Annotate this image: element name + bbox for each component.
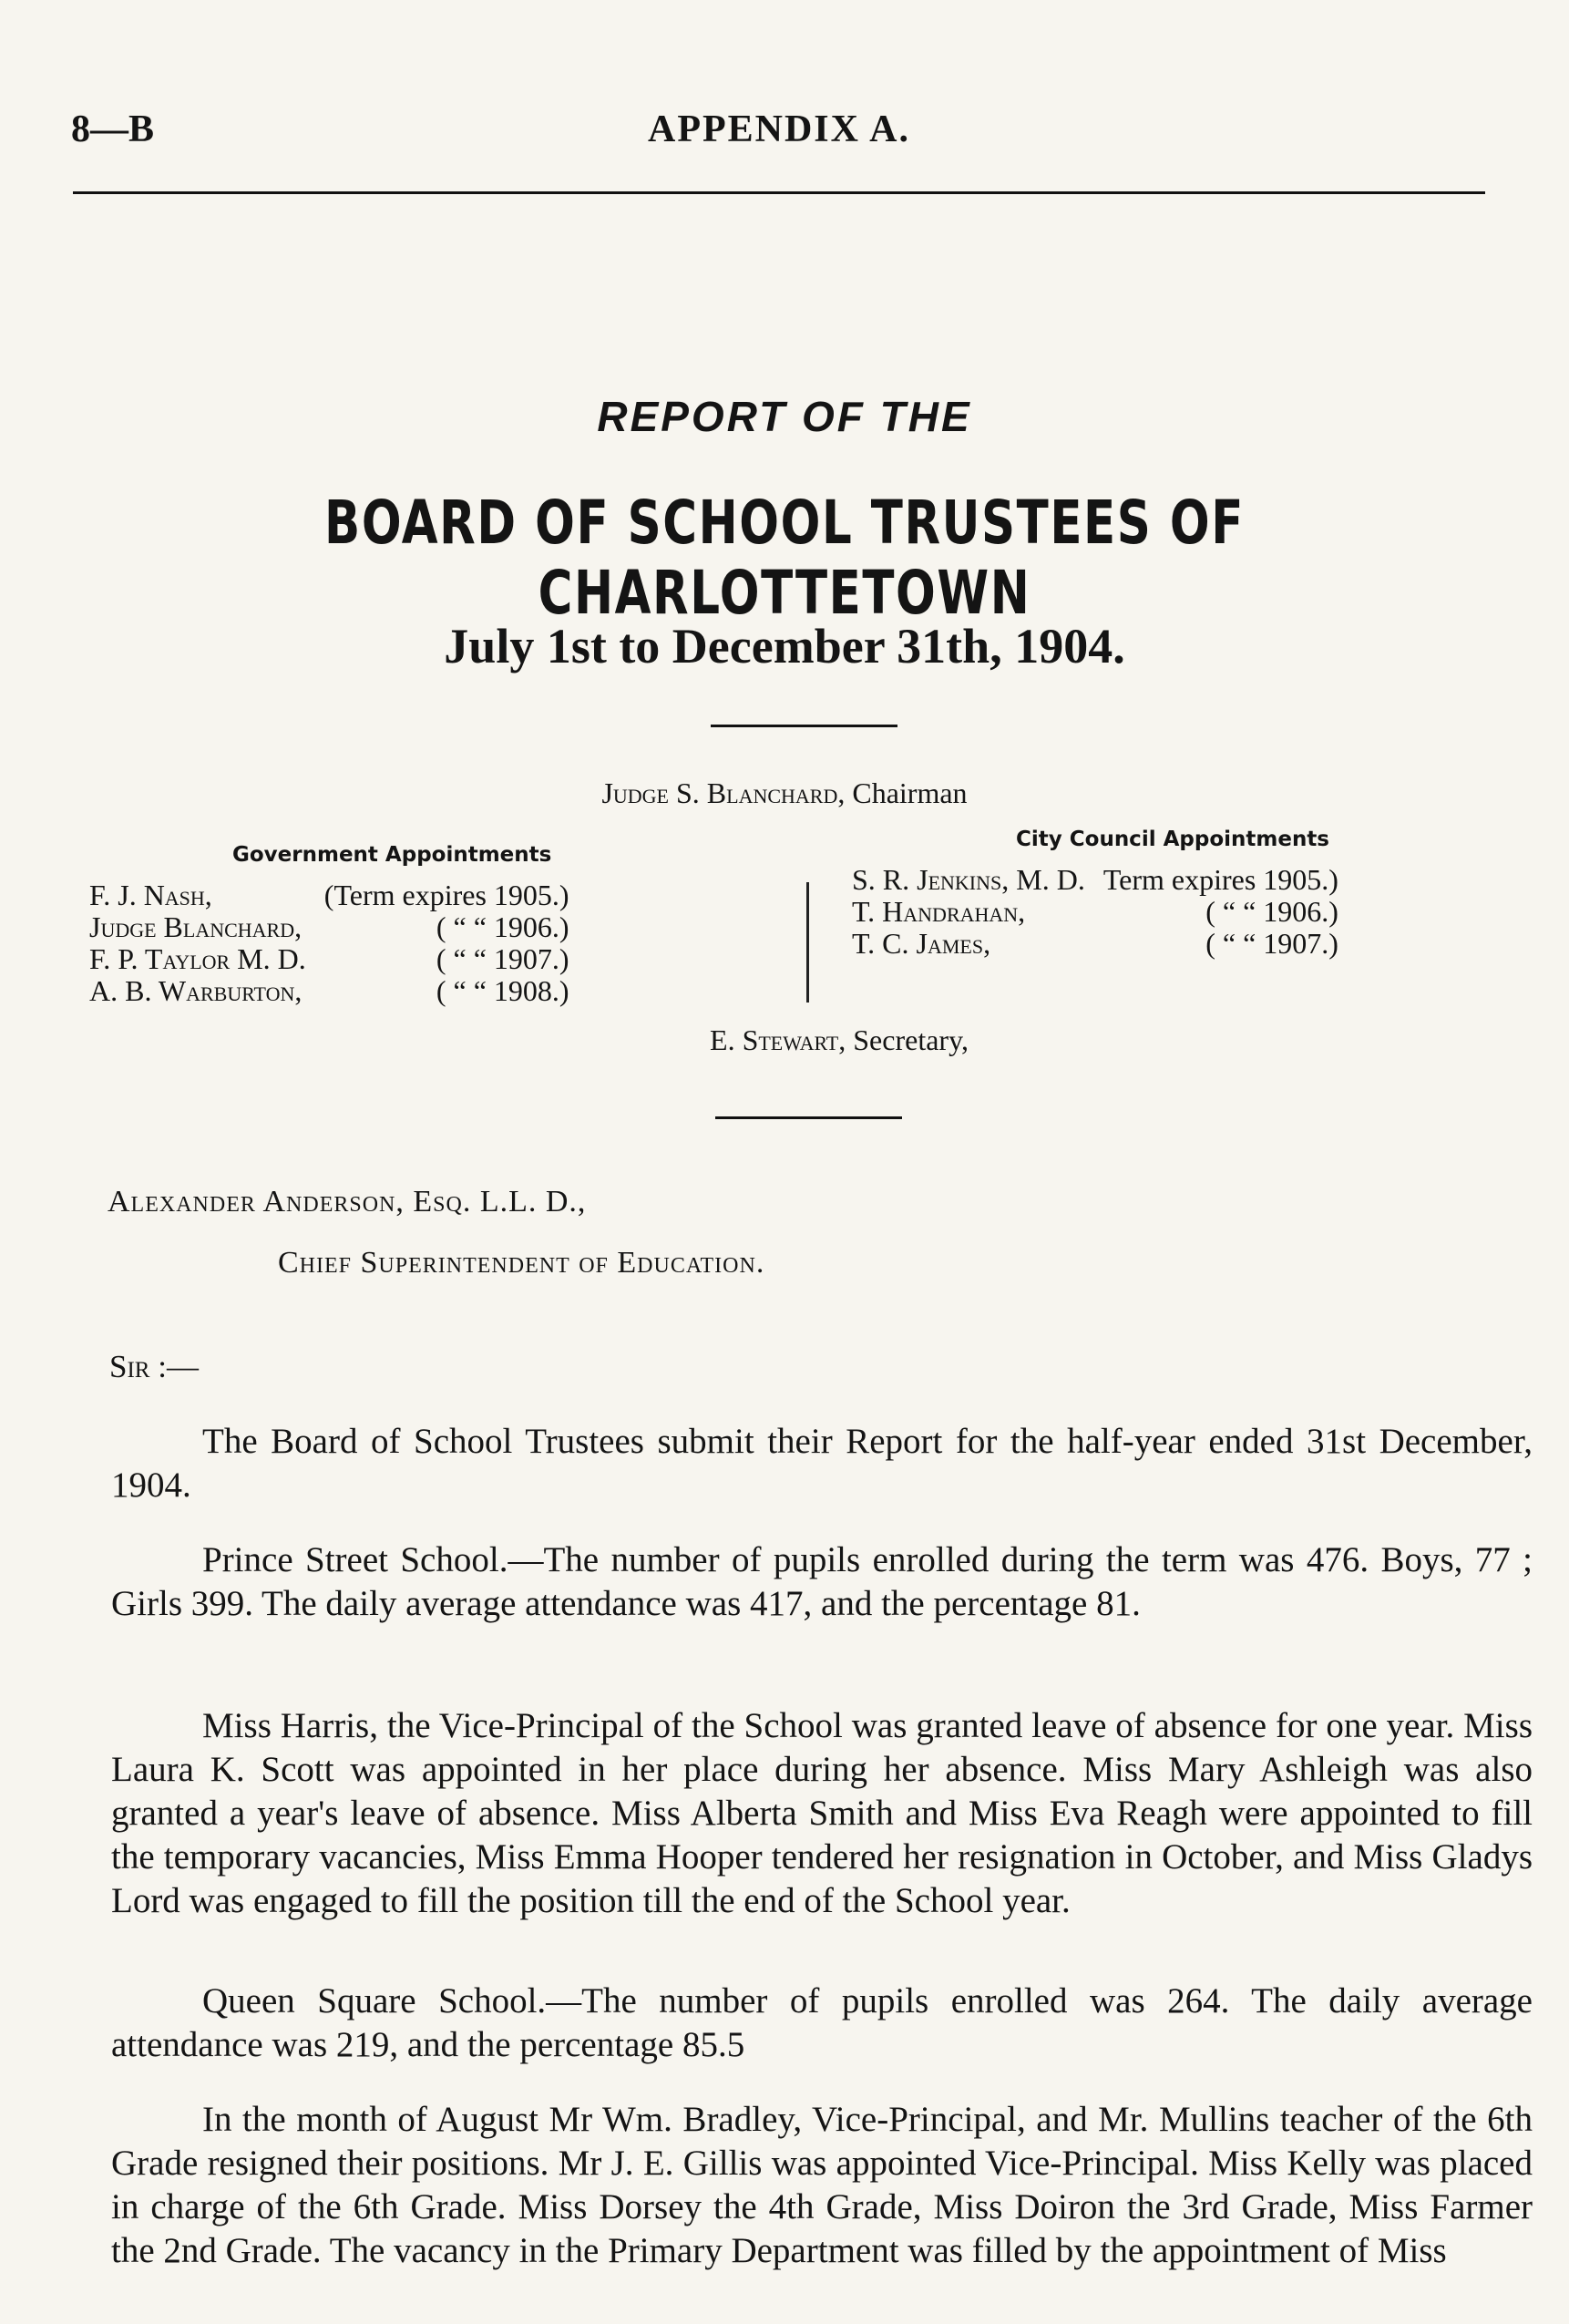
table-row: [852, 864, 1338, 896]
appointee-term: ( “ “ 1906.): [436, 910, 569, 943]
paragraph-prince-street: Prince Street School.—The number of pupils enrolled during the term was 476. Boys, 77 ; Girls 399. The daily average attendance was 417, and the percentage 81.: [111, 1540, 1533, 1623]
appointee-name: F. J. Nash,: [89, 879, 212, 911]
appointee-name: T. C. James,: [852, 927, 991, 960]
page-number: 8—B: [71, 108, 155, 150]
table-row: [89, 911, 569, 943]
appointee-term: ( “ “ 1907.): [436, 942, 569, 975]
table-row: [852, 928, 1338, 960]
chairman-line: [0, 776, 1569, 810]
government-appointments-heading: Government Appointments: [232, 843, 552, 867]
addressee-title: Chief Superintendent of Education.: [278, 1246, 765, 1280]
table-row: [89, 943, 569, 975]
report-date-range: July 1st to December 31th, 1904.: [444, 619, 1125, 674]
city-appointments-heading: City Council Appointments: [1016, 828, 1330, 851]
paragraph-prince-street-staff: Miss Harris, the Vice-Principal of the School was granted leave of absence for one year. Miss Laura K. Scott was appointed in her place during her absence. Miss Mary Ashleigh was also granted a year's leave of absence. Miss Alberta Smith and Miss Eva Reagh were appointed to fill the temporary vacancies, Miss Emma Hooper tendered her resignation in October, and Miss Gladys Lord was engaged to fill the position till the end of the School year.: [111, 1706, 1533, 1920]
report-title: BOARD OF SCHOOL TRUSTEES OF CHARLOTTETOWN: [324, 488, 1245, 628]
officers-divider: [715, 1116, 902, 1119]
salutation: Sir :—: [109, 1349, 199, 1384]
chairman-name: Judge S. Blanchard,: [601, 776, 846, 809]
chairman-role: Chairman: [852, 776, 968, 809]
paragraph-queen-square-staff: In the month of August Mr Wm. Bradley, Vice-Principal, and Mr. Mullins teacher of the 6th Grade resigned their positions. Mr J. E. Gillis was appointed Vice-Principal. Miss Kelly was placed in charge of the 6th Grade. Miss Dorsey the 4th Grade, Miss Doiron the 3rd Grade, Miss Farmer the 2nd Grade. The vacancy in the Primary Department was filled by the appointment of Miss: [111, 2100, 1533, 2270]
running-head: [71, 108, 1487, 171]
secretary-role: Secretary,: [853, 1023, 969, 1056]
column-divider: [806, 882, 809, 1003]
appointee-term: Term expires 1905.): [1102, 863, 1338, 896]
title-divider: [711, 725, 897, 727]
secretary-name: E. Stewart,: [710, 1023, 846, 1056]
city-appointments-table: [852, 864, 1338, 960]
appointee-name: A. B. Warburton,: [89, 974, 303, 1007]
appointee-term: ( “ “ 1907.): [1205, 927, 1338, 960]
table-row: [852, 896, 1338, 928]
table-row: [89, 975, 569, 1007]
appointee-name: Judge Blanchard,: [89, 910, 303, 943]
appointee-name: T. Handrahan,: [852, 895, 1026, 928]
appointee-name: S. R. Jenkins, M. D.: [852, 863, 1085, 896]
government-appointments-table: [89, 879, 569, 1007]
running-title: APPENDIX A.: [647, 108, 910, 150]
report-kicker: REPORT OF THE: [597, 393, 972, 440]
table-row: [89, 879, 569, 911]
addressee-name: Alexander Anderson, Esq. L.L. D.,: [108, 1185, 587, 1219]
appointee-name: F. P. Taylor M. D.: [89, 942, 306, 975]
paragraph-intro: The Board of School Trustees submit their Report for the half-year ended 31st December, 1904.: [111, 1422, 1533, 1505]
appointee-term: (Term expires 1905.): [323, 879, 569, 911]
header-rule: [73, 191, 1485, 194]
appointee-term: ( “ “ 1908.): [436, 974, 569, 1007]
paragraph-queen-square: Queen Square School.—The number of pupils enrolled was 264. The daily average attendance was 219, and the percentage 85.5: [111, 1981, 1533, 2064]
appointee-term: ( “ “ 1906.): [1205, 895, 1338, 928]
secretary-line: [55, 1023, 1569, 1057]
